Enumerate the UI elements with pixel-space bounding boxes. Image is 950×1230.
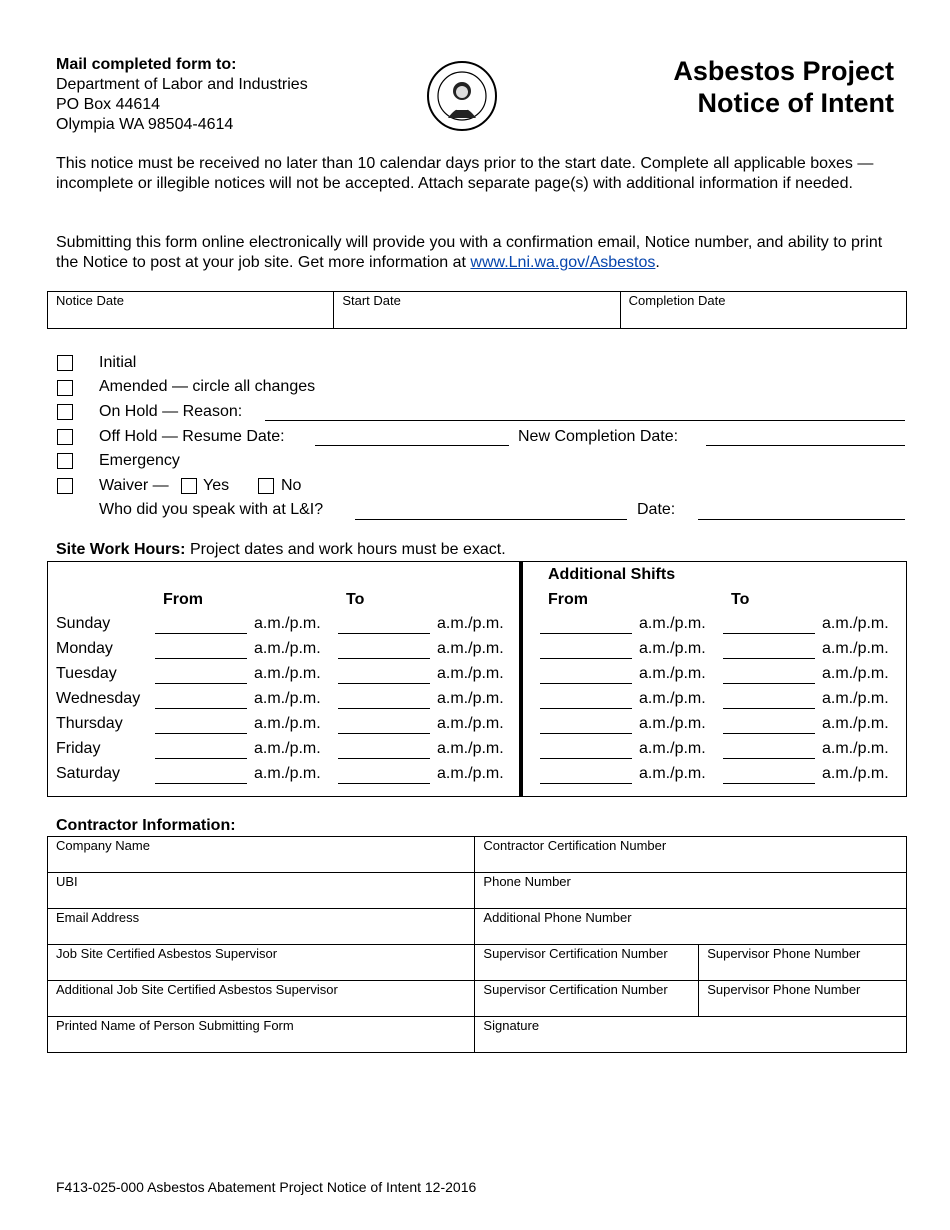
ampm-label: a.m./p.m. (822, 715, 889, 732)
ampm-label: a.m./p.m. (639, 740, 706, 757)
time-entry-line[interactable] (155, 783, 247, 784)
amended-label: Amended — circle all changes (99, 378, 316, 395)
time-entry-line[interactable] (155, 658, 247, 659)
waiver-yes-label: Yes (203, 477, 230, 494)
ampm-label: a.m./p.m. (639, 640, 706, 657)
email-field[interactable]: Email Address (48, 909, 475, 945)
contractor-table (47, 836, 907, 1053)
additional-from-heading: From (548, 591, 588, 608)
hours-divider (519, 561, 523, 797)
ampm-label: a.m./p.m. (254, 615, 321, 632)
site-work-hours-title (56, 541, 506, 559)
contractor-cert-field[interactable]: Contractor Certification Number (475, 837, 907, 873)
contractor-heading: Contractor Information: (56, 817, 236, 834)
site-work-hours-note: Project dates and work hours must be exact. (185, 541, 506, 558)
ampm-label: a.m./p.m. (639, 715, 706, 732)
address-line: Olympia WA 98504-4614 (56, 116, 234, 133)
ampm-label: a.m./p.m. (639, 765, 706, 782)
emergency-checkbox[interactable] (57, 453, 73, 469)
intro-paragraph: This notice must be received no later than 10 calendar days prior to the start date. Complete all applicable boxes — incomplete or illegible notices will not be accepted. Attach separate page(s) with additional information if needed. (56, 155, 874, 192)
time-entry-line[interactable] (723, 783, 815, 784)
lni-asbestos-link[interactable]: www.Lni.wa.gov/Asbestos (470, 254, 656, 271)
ampm-label: a.m./p.m. (822, 665, 889, 682)
online-text-end: . (655, 254, 660, 271)
off-hold-checkbox[interactable] (57, 429, 73, 445)
additional-phone-field[interactable]: Additional Phone Number (475, 909, 907, 945)
day-label: Thursday (56, 715, 123, 732)
time-entry-line[interactable] (338, 733, 430, 734)
emergency-label: Emergency (99, 452, 180, 469)
time-entry-line[interactable] (338, 758, 430, 759)
online-paragraph (56, 233, 896, 273)
ampm-label: a.m./p.m. (254, 740, 321, 757)
on-hold-label: On Hold — Reason: (99, 403, 243, 420)
time-entry-line[interactable] (540, 683, 632, 684)
time-entry-line[interactable] (540, 733, 632, 734)
time-entry-line[interactable] (723, 633, 815, 634)
time-entry-line[interactable] (338, 658, 430, 659)
time-entry-line[interactable] (155, 708, 247, 709)
form-footer: F413-025-000 Asbestos Abatement Project Notice of Intent 12-2016 (56, 1179, 477, 1195)
additional-to-heading: To (731, 591, 750, 608)
ampm-label: a.m./p.m. (437, 690, 504, 707)
ampm-label: a.m./p.m. (254, 690, 321, 707)
phone-field[interactable]: Phone Number (475, 873, 907, 909)
ampm-label: a.m./p.m. (639, 690, 706, 707)
day-label: Monday (56, 640, 113, 657)
ampm-label: a.m./p.m. (437, 640, 504, 657)
ampm-label: a.m./p.m. (822, 640, 889, 657)
ampm-label: a.m./p.m. (437, 715, 504, 732)
ampm-label: a.m./p.m. (437, 615, 504, 632)
time-entry-line[interactable] (155, 683, 247, 684)
ampm-label: a.m./p.m. (437, 765, 504, 782)
time-entry-line[interactable] (540, 758, 632, 759)
ampm-label: a.m./p.m. (822, 690, 889, 707)
time-entry-line[interactable] (723, 733, 815, 734)
notice-date-field[interactable]: Notice Date (56, 293, 124, 308)
start-date-field[interactable]: Start Date (333, 292, 619, 328)
who-spoke-label: Who did you speak with at L&I? (99, 501, 324, 518)
time-entry-line[interactable] (338, 683, 430, 684)
time-entry-line[interactable] (723, 708, 815, 709)
table-row (48, 1017, 907, 1053)
supervisor-field[interactable]: Job Site Certified Asbestos Supervisor (48, 945, 475, 981)
day-label: Wednesday (56, 690, 141, 707)
company-name-field[interactable]: Company Name (48, 837, 475, 873)
time-entry-line[interactable] (723, 758, 815, 759)
on-hold-reason-line[interactable] (265, 420, 905, 421)
mail-heading: Mail completed form to: (56, 56, 237, 73)
printed-name-field[interactable]: Printed Name of Person Submitting Form (48, 1017, 475, 1053)
day-label: Saturday (56, 765, 121, 782)
table-row (48, 873, 907, 909)
ampm-label: a.m./p.m. (822, 615, 889, 632)
completion-date-field[interactable]: Completion Date (620, 292, 906, 328)
ampm-label: a.m./p.m. (437, 740, 504, 757)
new-completion-label: New Completion Date: (518, 428, 679, 445)
address-line: PO Box 44614 (56, 96, 161, 113)
supervisor-cert-field[interactable]: Supervisor Certification Number (475, 945, 699, 981)
who-spoke-line[interactable] (355, 519, 627, 520)
form-title-line2: Notice of Intent (697, 88, 894, 118)
on-hold-checkbox[interactable] (57, 404, 73, 420)
amended-checkbox[interactable] (57, 380, 73, 396)
additional-shifts-heading: Additional Shifts (548, 566, 676, 583)
day-label: Tuesday (56, 665, 117, 682)
state-seal-icon (426, 60, 498, 132)
speak-date-line[interactable] (698, 519, 905, 520)
ampm-label: a.m./p.m. (822, 765, 889, 782)
table-row (48, 909, 907, 945)
to-heading: To (346, 591, 365, 608)
additional-supervisor-cert-field[interactable]: Supervisor Certification Number (475, 981, 699, 1017)
time-entry-line[interactable] (540, 658, 632, 659)
new-completion-date-line[interactable] (706, 445, 905, 446)
time-entry-line[interactable] (540, 708, 632, 709)
waiver-yes-checkbox[interactable] (181, 478, 197, 494)
table-row (48, 837, 907, 873)
time-entry-line[interactable] (155, 733, 247, 734)
site-work-hours-heading: Site Work Hours: (56, 541, 186, 558)
ampm-label: a.m./p.m. (639, 615, 706, 632)
initial-checkbox[interactable] (57, 355, 73, 371)
time-entry-line[interactable] (338, 783, 430, 784)
dates-box (47, 291, 907, 329)
additional-supervisor-phone-field[interactable]: Supervisor Phone Number (699, 981, 907, 1017)
time-entry-line[interactable] (723, 683, 815, 684)
time-entry-line[interactable] (155, 633, 247, 634)
ampm-label: a.m./p.m. (254, 715, 321, 732)
waiver-no-checkbox[interactable] (258, 478, 274, 494)
resume-date-line[interactable] (315, 445, 509, 446)
ampm-label: a.m./p.m. (254, 765, 321, 782)
ampm-label: a.m./p.m. (639, 665, 706, 682)
day-label: Sunday (56, 615, 111, 632)
time-entry-line[interactable] (155, 758, 247, 759)
time-entry-line[interactable] (540, 633, 632, 634)
ampm-label: a.m./p.m. (822, 740, 889, 757)
waiver-checkbox[interactable] (57, 478, 73, 494)
initial-label: Initial (99, 354, 137, 371)
time-entry-line[interactable] (338, 708, 430, 709)
time-entry-line[interactable] (338, 633, 430, 634)
speak-date-label: Date: (637, 501, 676, 518)
ampm-label: a.m./p.m. (254, 665, 321, 682)
from-heading: From (163, 591, 203, 608)
table-row (48, 945, 907, 981)
ampm-label: a.m./p.m. (437, 665, 504, 682)
waiver-no-label: No (281, 477, 302, 494)
time-entry-line[interactable] (723, 658, 815, 659)
supervisor-phone-field[interactable]: Supervisor Phone Number (699, 945, 907, 981)
day-label: Friday (56, 740, 101, 757)
form-title-line1: Asbestos Project (673, 56, 894, 86)
ubi-field[interactable]: UBI (48, 873, 475, 909)
table-row (48, 981, 907, 1017)
additional-supervisor-field[interactable]: Additional Job Site Certified Asbestos Supervisor (48, 981, 475, 1017)
online-text: Submitting this form online electronically will provide you with a confirmation email, Notice number, and ability to print the Notice to post at your job site. Get more information at (56, 234, 883, 271)
off-hold-label: Off Hold — Resume Date: (99, 428, 285, 445)
signature-field[interactable]: Signature (475, 1017, 907, 1053)
ampm-label: a.m./p.m. (254, 640, 321, 657)
address-line: Department of Labor and Industries (56, 76, 308, 93)
waiver-label: Waiver — (99, 477, 169, 494)
time-entry-line[interactable] (540, 783, 632, 784)
